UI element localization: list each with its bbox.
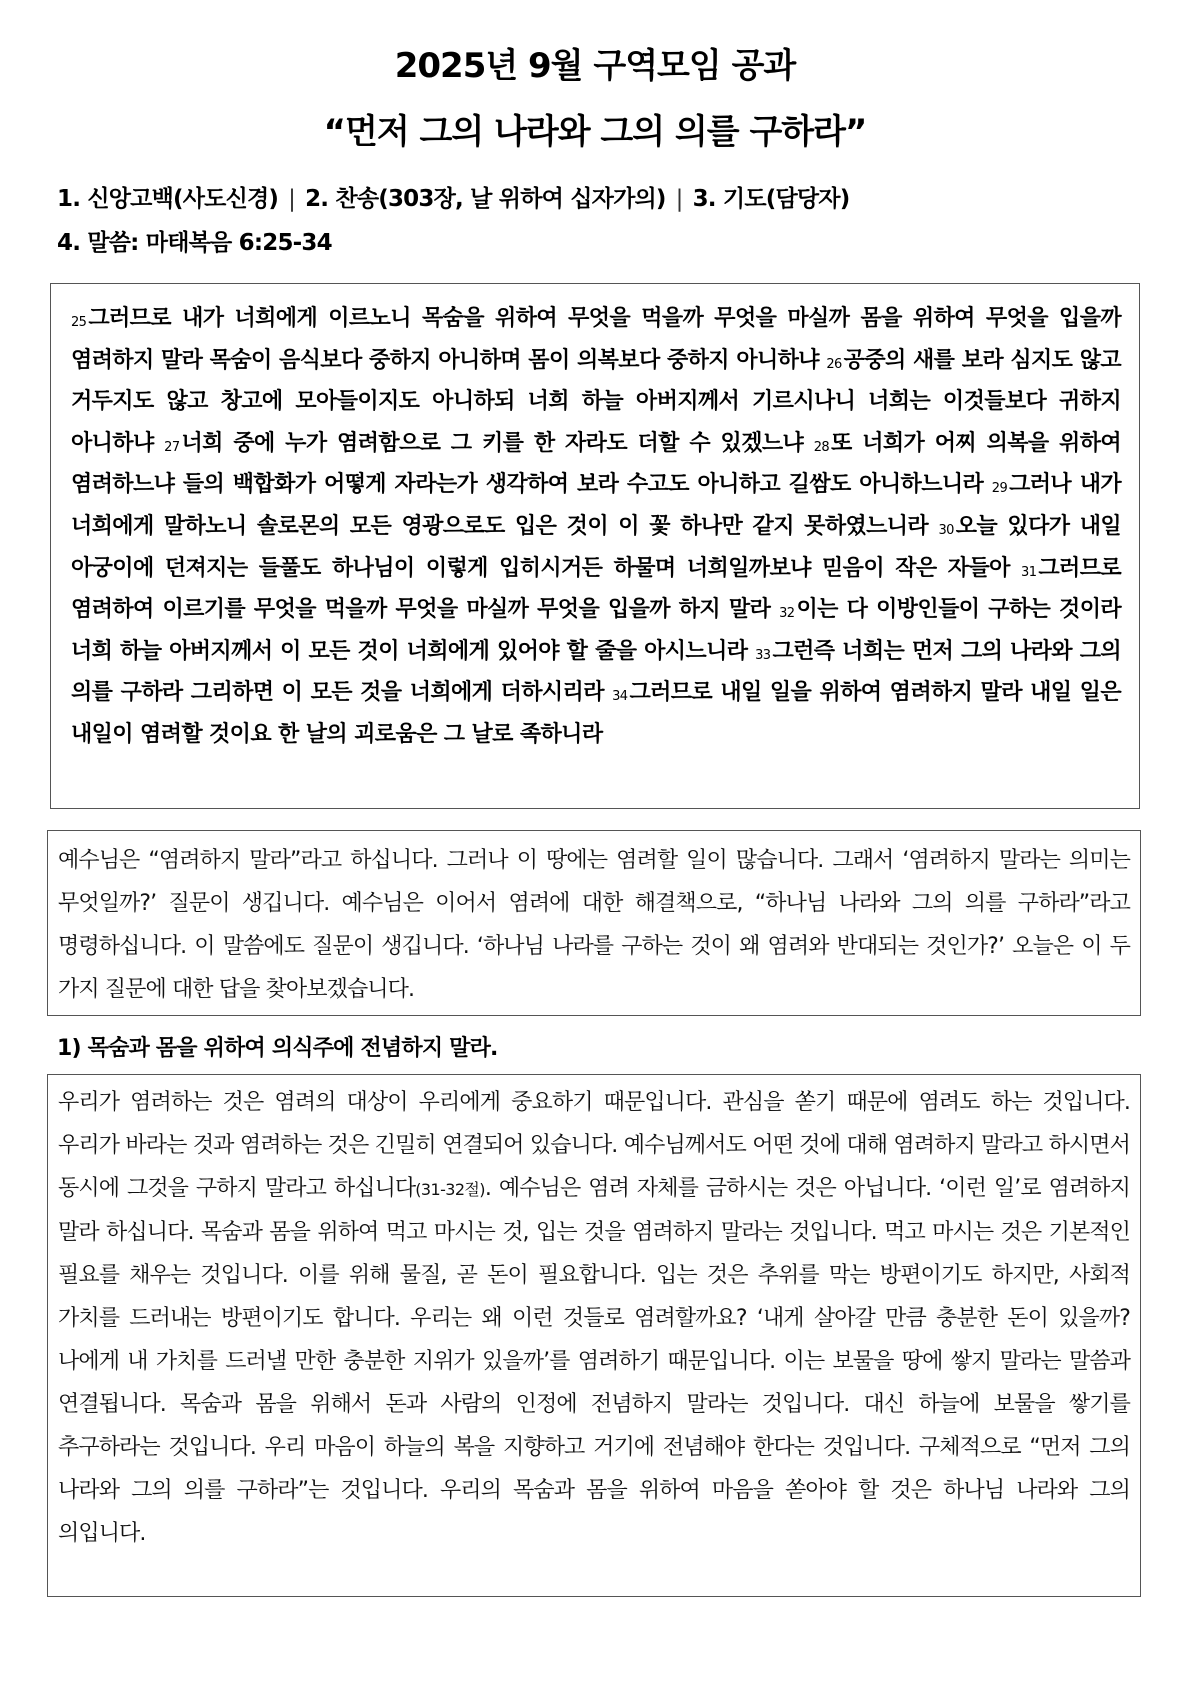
introduction-box (47, 830, 1141, 1016)
section-1-box (47, 1074, 1141, 1597)
order-of-service-line-1 (57, 184, 849, 214)
verse-text: 그런즉 너희는 먼저 그의 나라와 그의 의를 구하라 그리하면 이 모든 것을 너희에게 더하시리라 (71, 638, 1121, 706)
verse-text: 너희 중에 누가 염려함으로 그 키를 한 자라도 더할 수 있겠느냐 (181, 430, 804, 456)
verse-number: 32 (779, 606, 795, 622)
order-of-service-line-2 (57, 228, 332, 258)
verse-text: 그러나 내가 너희에게 말하노니 솔로몬의 모든 영광으로도 입은 것이 이 꽃 하나만 같지 못하였느니라 (71, 472, 1121, 539)
verse-text: 오늘 있다가 내일 아궁이에 던져지는 들풀도 하나님이 이렇게 입히시거든 하물며 너희일까보냐 믿음이 작은 자들아 (71, 513, 1122, 581)
verse-reference: (31-32절) (415, 1180, 485, 1199)
order-item-prayer: 3. 기도(담당자) (692, 186, 850, 212)
verse-number: 25 (71, 315, 87, 330)
scripture-text (71, 298, 1121, 756)
verse-text: 공중의 새를 보라 심지도 않고 거두지도 않고 창고에 모아들이지도 아니하되 너희 하늘 아버지께서 기르시나니 너희는 이것들보다 귀하지 아니하냐 (71, 347, 1122, 456)
order-item-creed: 1. 신앙고백(사도신경) (57, 186, 279, 212)
page-title: 2025년 9월 구역모임 공과 (394, 46, 796, 86)
section-1-text-part-1: 우리가 염려하는 것은 염려의 대상이 우리에게 중요하기 때문입니다. 관심을 쏟기 때문에 염려도 하는 것입니다. 우리가 바라는 것과 염려하는 것은 긴밀히 연결되어 있습니다. 예수님께서도 어떤 것에 대해 염려하지 말라고 하시면서 동시에 그것을 구하지 말라고 하십니다 (58, 1090, 1130, 1201)
order-item-scripture: 4. 말씀: 마태복음 6:25-34 (57, 230, 332, 256)
section-1-text-part-2: . 예수님은 염려 자체를 금하시는 것은 아닙니다. ‘이런 일’로 염려하지 말라 하십니다. 목숨과 몸을 위하여 먹고 마시는 것, 입는 것을 염려하지 말라는 것입니다. 먹고 마시는 것은 기본적인 필요를 채우는 것입니다. 이를 위해 물질, 곧 돈이 필요합니다. 입는 것은 추위를 막는 방편이기도 하지만, 사회적 가치를 드러내는 방편이기도 합니다. 우리는 왜 이런 것들로 염려할까요? ‘내게 살아갈 만큼 충분한 돈이 있을까? 나에게 내 가치를 드러낼 만한 충분한 지위가 있을까’를 염려하기 때문입니다. 이는 보물을 땅에 쌓지 말라는 말씀과 연결됩니다. 목숨과 몸을 위해서 돈과 사람의 인정에 전념하지 말라는 것입니다. 대신 하늘에 보물을 쌓기를 추구하라는 것입니다. 우리 마음이 하늘의 복을 지향하고 거기에 전념해야 한다는 것입니다. 구체적으로 “먼저 그의 나라와 그의 의를 구하라”는 것입니다. 우리의 목숨과 몸을 위하여 마음을 쏟아야 할 것은 하나님 나라와 그의 의입니다. (58, 1176, 1130, 1546)
verse-text: 그러므로 내가 너희에게 이르노니 목숨을 위하여 무엇을 먹을까 무엇을 마실까 몸을 위하여 무엇을 입을까 염려하지 말라 목숨이 음식보다 중하지 아니하며 몸이 의복보다 중하지 아니하냐 (71, 306, 1121, 373)
verse-text: 그러므로 염려하여 이르기를 무엇을 먹을까 무엇을 마실까 무엇을 입을까 하지 말라 (71, 555, 1121, 623)
verse-number: 28 (813, 439, 830, 455)
order-item-hymn: 2. 찬송(303장, 날 위하여 십자가의) (305, 186, 666, 212)
introduction-text: 예수님은 “염려하지 말라”라고 하십니다. 그러나 이 땅에는 염려할 일이 많습니다. 그래서 ‘염려하지 말라는 의미는 무엇일까?’ 질문이 생깁니다. 예수님은 이어서 염려에 대한 해결책으로, “하나님 나라와 그의 의를 구하라”라고 명령하십니다. 이 말씀에도 질문이 생깁니다. ‘하나님 나라를 구하는 것이 왜 염려와 반대되는 것인가?’ 오늘은 이 두 가지 질문에 대한 답을 찾아보겠습니다. (58, 848, 1131, 1002)
verse-text: 또 너희가 어찌 의복을 위하여 염려하느냐 들의 백합화가 어떻게 자라는가 생각하여 보라 수고도 아니하고 길쌈도 아니하느니라 (71, 430, 1122, 498)
verse-number: 33 (755, 647, 771, 663)
verse-text: 이는 다 이방인들이 구하는 것이라 너희 하늘 아버지께서 이 모든 것이 너희에게 있어야 할 줄을 아시느니라 (71, 597, 1121, 664)
page-subtitle: “먼저 그의 나라와 그의 의를 구하라” (323, 112, 867, 152)
scripture-box (50, 283, 1140, 809)
separator: | (288, 186, 296, 212)
verse-number: 34 (612, 689, 628, 705)
separator: | (675, 186, 683, 212)
verse-number: 30 (938, 522, 954, 538)
verse-number: 31 (1021, 564, 1037, 580)
verse-number: 27 (164, 439, 180, 455)
section-1-text (58, 1081, 1130, 1555)
verse-number: 29 (991, 481, 1008, 497)
verse-text: 그러므로 내일 일을 위하여 염려하지 말라 내일 일은 내일이 염려할 것이요 한 날의 괴로움은 그 날로 족하니라 (71, 680, 1121, 747)
section-1-heading: 1) 목숨과 몸을 위하여 의식주에 전념하지 말라. (57, 1036, 498, 1061)
verse-number: 26 (826, 356, 842, 372)
